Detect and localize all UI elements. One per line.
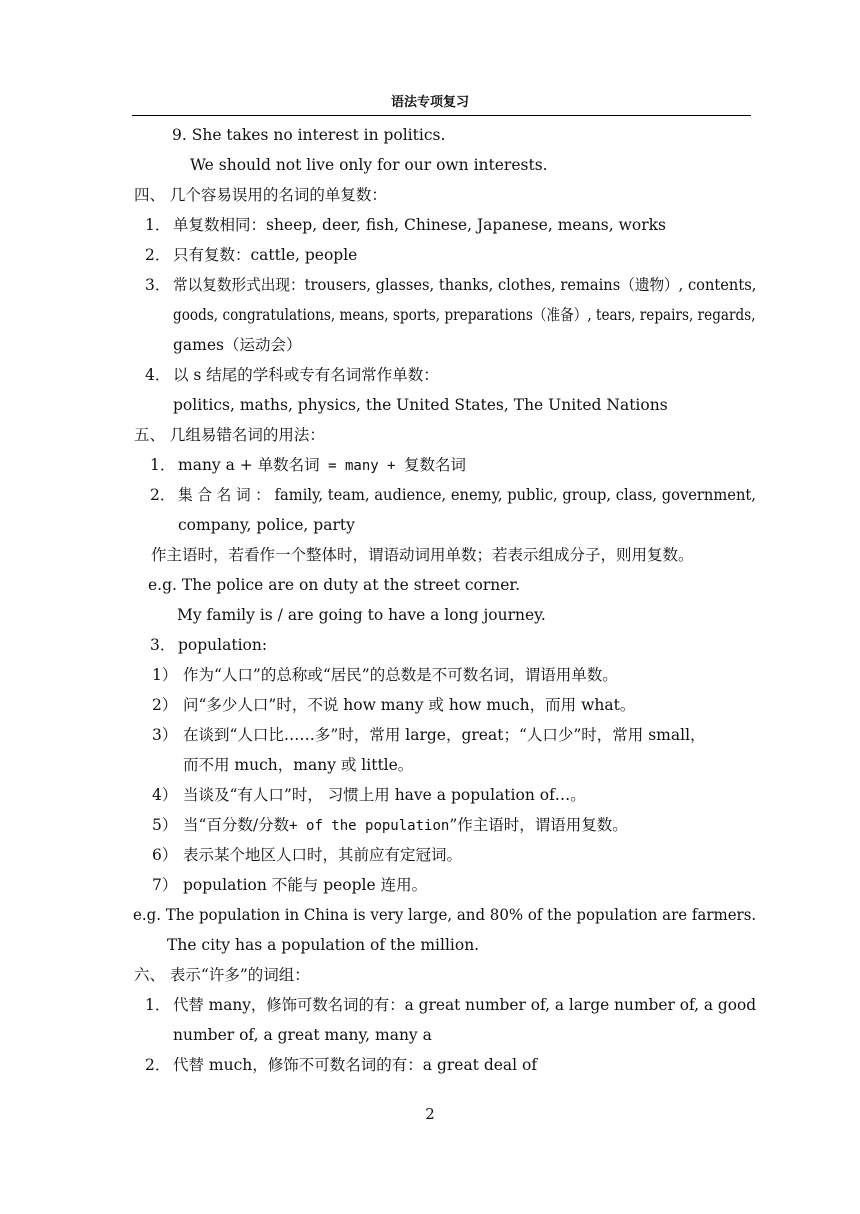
sec5-item1-pre: many a + 单数名词: [178, 456, 320, 474]
population-sub5-pre: 当“百分数/分数: [183, 816, 290, 834]
header-rule: [132, 115, 751, 116]
item9-line-a: 9. She takes no interest in politics.: [172, 126, 446, 144]
sec6-item2-text: 代替 much，修饰不可数名词的有：a great deal of: [173, 1056, 538, 1074]
sec4-item1-num: 1．: [145, 216, 171, 234]
sec6-item1-cont1: number of, a great many, many a: [173, 1026, 432, 1044]
sec4-item4-text: 以 s 结尾的学科或专有名词常作单数：: [173, 366, 439, 384]
sec5-item3-text: population:: [178, 636, 268, 654]
sec4-item2-num: 2．: [145, 246, 171, 264]
sec6-item1-text: 代替 many，修饰可数名词的有：a great number of, a large number of, a good: [173, 996, 757, 1014]
sec4-item3-cont1: goods, congratulations, means, sports, preparations（准备）, tears, repairs, regards,: [173, 306, 756, 324]
population-sub4-num: 4）: [152, 786, 178, 804]
sec5-note: 作主语时，若看作一个整体时，谓语动词用单数；若表示组成分子，则用复数。: [151, 546, 694, 564]
population-sub5-mono: + of the population: [289, 818, 450, 834]
sec4-item3-num: 3．: [145, 276, 171, 294]
population-sub3-cont1: 而不用 much，many 或 little。: [183, 756, 414, 774]
sec5-item3-num: 3．: [150, 636, 176, 654]
sec5-example-3: e.g. The population in China is very large, and 80% of the population are farmers.: [133, 906, 757, 924]
population-sub3-num: 3）: [152, 726, 178, 744]
sec5-item2-cont1: company, police, party: [178, 516, 355, 534]
sec5-item1-mono: = many +: [319, 458, 404, 474]
sec5-item2-num: 2．: [150, 486, 176, 504]
sec4-item1-text: 单复数相同：sheep, deer, fish, Chinese, Japanese, means, works: [173, 216, 666, 234]
item9-line-b: We should not live only for our own interests.: [190, 156, 548, 174]
sec6-item1-num: 1．: [145, 996, 171, 1014]
population-sub7-num: 7）: [152, 876, 178, 894]
population-sub7-text: population 不能与 people 连用。: [183, 876, 428, 894]
sec5-item1-text: [178, 450, 466, 480]
sec4-item4-cont1: politics, maths, physics, the United States, The United Nations: [173, 396, 668, 414]
section-five-heading: 五、 几组易错名词的用法：: [134, 426, 325, 444]
population-sub1-num: 1）: [152, 666, 178, 684]
population-sub5-text: [183, 810, 628, 840]
sec5-item2-text: 集 合 名 词 ： family, team, audience, enemy, public, group, class, government,: [178, 486, 756, 504]
population-sub5-post: ”作主语时，谓语用复数。: [449, 816, 628, 834]
sec4-item2-text: 只有复数：cattle, people: [173, 246, 358, 264]
sec6-item2-num: 2．: [145, 1056, 171, 1074]
sec5-example-2: My family is / are going to have a long journey.: [177, 606, 546, 624]
population-sub3-text: 在谈到“人口比……多”时，常用 large，great；“人口少”时，常用 small，: [183, 726, 706, 744]
population-sub6-text: 表示某个地区人口时，其前应有定冠词。: [183, 846, 463, 864]
sec4-item3-text: 常以复数形式出现：trousers, glasses, thanks, clothes, remains（遗物）, contents,: [173, 276, 757, 294]
sec5-example-1: e.g. The police are on duty at the street corner.: [148, 576, 521, 594]
page-number: 2: [425, 1105, 435, 1123]
sec5-item1-post: 复数名词: [404, 456, 467, 474]
sec4-item4-num: 4．: [145, 366, 171, 384]
section-six-heading: 六、 表示“许多”的词组：: [134, 966, 310, 984]
population-sub2-num: 2）: [152, 696, 178, 714]
population-sub1-text: 作为“人口”的总称或“居民”的总数是不可数名词，谓语用单数。: [183, 666, 618, 684]
population-sub6-num: 6）: [152, 846, 178, 864]
sec5-example-4: The city has a population of the million.: [167, 936, 480, 954]
population-sub5-num: 5）: [152, 816, 178, 834]
population-sub2-text: 问“多少人口”时，不说 how many 或 how much，而用 what。: [183, 696, 636, 714]
page-header-title: 语法专项复习: [390, 95, 469, 110]
population-sub4-text: 当谈及“有人口”时， 习惯上用 have a population of…。: [183, 786, 586, 804]
sec5-item1-num: 1．: [150, 456, 176, 474]
sec4-item3-cont2: games（运动会）: [173, 336, 302, 354]
section-four-heading: 四、 几个容易误用的名词的单复数：: [134, 186, 387, 204]
